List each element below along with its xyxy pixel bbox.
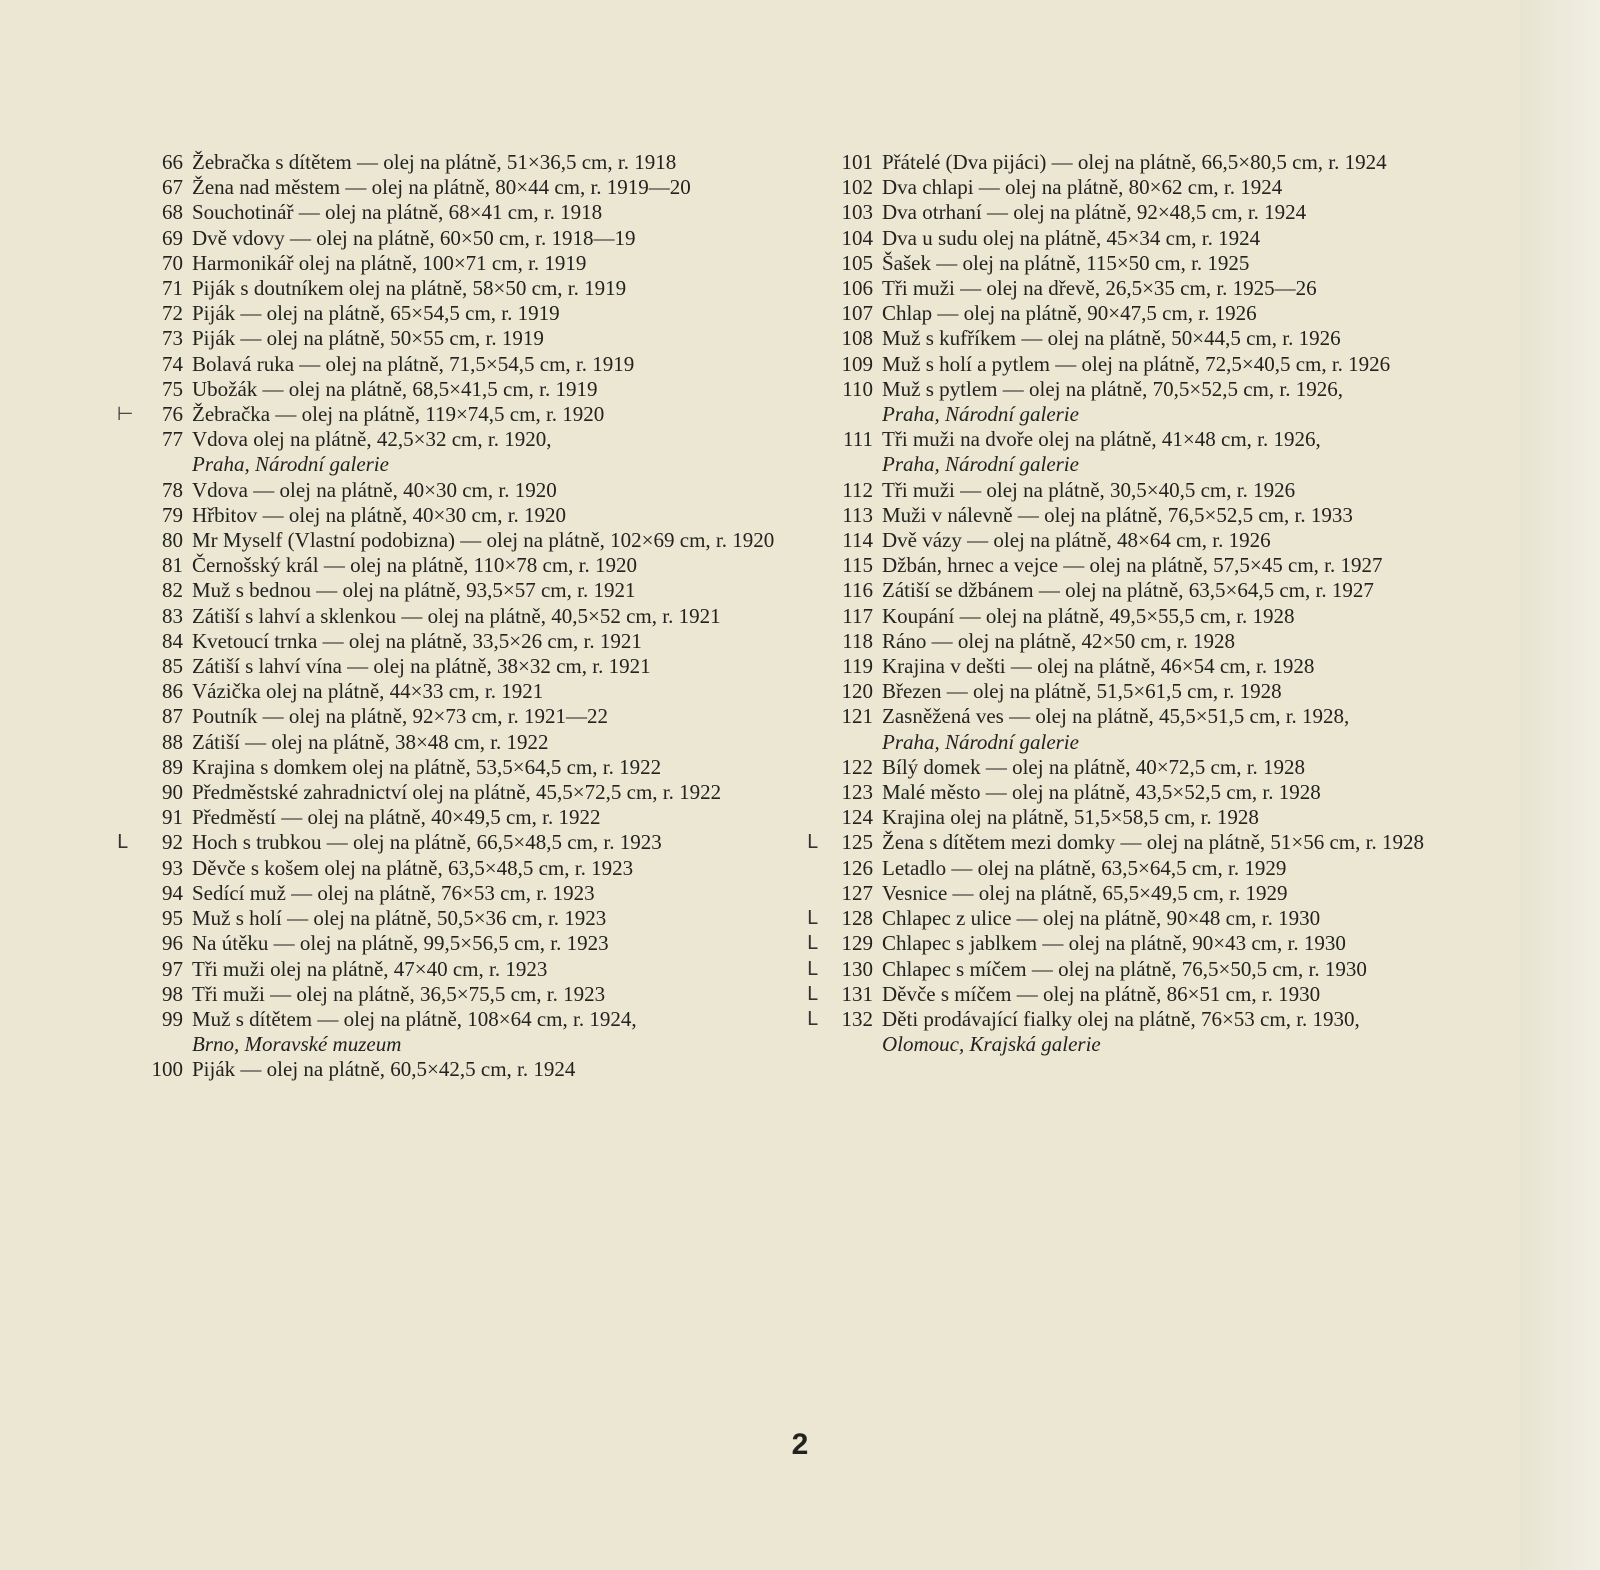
margin-mark: ᒪ [807,982,818,1005]
catalogue-entry [835,704,1495,754]
catalogue-entry [145,881,785,906]
entry-text: Džbán, hrnec a vejce — olej na plátně, 57,5×45 cm, r. 1927 [882,553,1383,578]
entry-text: Šašek — olej na plátně, 115×50 cm, r. 1925 [882,250,1250,275]
entry-number: 83 [162,603,183,628]
catalogue-entry [145,780,785,805]
catalogue-entry [835,175,1495,200]
entry-number: 107 [841,301,873,326]
margin-mark: ᒪ [807,907,818,930]
margin-mark: ᒪ [807,1007,818,1030]
catalogue-column-right [807,150,1495,1057]
margin-mark: ᒪ [807,932,818,955]
entry-number: 86 [162,679,183,704]
catalogue-entry [145,805,785,830]
catalogue-entry [145,931,785,956]
catalogue-entry [145,578,785,603]
entry-number: 124 [841,805,873,830]
entry-number: 101 [841,150,873,174]
entry-text: Vázička olej na plátně, 44×33 cm, r. 1921 [192,679,544,704]
margin-mark: ⊢ [117,403,134,426]
entry-text: Černošský král — olej na plátně, 110×78 cm, r. 1920 [192,553,637,578]
entry-number: 131 [841,981,873,1006]
catalogue-entry [835,553,1495,578]
entry-text: Poutník — olej na plátně, 92×73 cm, r. 1921—22 [192,704,609,729]
entry-text: Piják — olej na plátně, 65×54,5 cm, r. 1919 [192,301,560,326]
entry-text: Zátiší s lahví a sklenkou — olej na plátně, 40,5×52 cm, r. 1921 [192,603,721,628]
entry-number: 66 [162,150,183,174]
entry-text: Ubožák — olej na plátně, 68,5×41,5 cm, r. 1919 [192,376,598,401]
entry-text: Vesnice — olej na plátně, 65,5×49,5 cm, r. 1929 [882,880,1288,905]
catalogue-entry [145,301,785,326]
entry-text: Krajina s domkem olej na plátně, 53,5×64,5 cm, r. 1922 [192,754,662,779]
entry-text: Muž s holí a pytlem — olej na plátně, 72,5×40,5 cm, r. 1926 [882,351,1391,376]
entry-text: Dva otrhaní — olej na plátně, 92×48,5 cm, r. 1924 [882,200,1307,225]
entry-number: 119 [842,654,873,679]
catalogue-entry [145,226,785,251]
entry-text: Muž s bednou — olej na plátně, 93,5×57 cm, r. 1921 [192,578,636,603]
entry-number: 75 [162,376,183,401]
entry-number: 115 [842,553,873,578]
catalogue-entry [835,755,1495,780]
entry-text: Dva chlapi — olej na plátně, 80×62 cm, r. 1924 [882,175,1283,200]
entry-text: Vdova — olej na plátně, 40×30 cm, r. 1920 [192,477,557,502]
entry-text: Zátiší se džbánem — olej na plátně, 63,5×64,5 cm, r. 1927 [882,578,1374,603]
entry-number: 102 [841,175,873,200]
entry-number: 103 [841,200,873,225]
entry-number: 73 [162,326,183,351]
entry-location: Praha, Národní galerie [882,402,1079,427]
entry-text: Děvče s míčem — olej na plátně, 86×51 cm, r. 1930 [882,981,1321,1006]
entry-text: Tři muži — olej na dřevě, 26,5×35 cm, r. 1925—26 [882,276,1317,301]
entry-number: 121 [841,704,873,729]
catalogue-entry [145,654,785,679]
entry-text: Koupání — olej na plátně, 49,5×55,5 cm, r. 1928 [882,603,1295,628]
entry-text: Hřbitov — olej na plátně, 40×30 cm, r. 1920 [192,502,567,527]
entry-number: 125 [841,830,873,855]
catalogue-entry [835,326,1495,351]
entry-text: Žebračka — olej na plátně, 119×74,5 cm, r. 1920 [192,402,605,427]
catalogue-entry [145,427,785,477]
entry-text: Bolavá ruka — olej na plátně, 71,5×54,5 cm, r. 1919 [192,351,635,376]
catalogue-entry [145,503,785,528]
catalogue-entry [835,629,1495,654]
entry-number: 78 [162,477,183,502]
entry-number: 84 [162,628,183,653]
entry-text: Předměstí — olej na plátně, 40×49,5 cm, r. 1922 [192,805,601,830]
entry-number: 93 [162,855,183,880]
entry-text: Žena nad městem — olej na plátně, 80×44 cm, r. 1919—20 [192,175,691,200]
entry-number: 85 [162,654,183,679]
entry-number: 127 [841,880,873,905]
entry-text: Chlapec s jablkem — olej na plátně, 90×43 cm, r. 1930 [882,931,1346,956]
catalogue-entry [145,957,785,982]
entry-text: Chlapec z ulice — olej na plátně, 90×48 cm, r. 1930 [882,906,1321,931]
catalogue-entry [117,402,785,427]
catalogue-entry [145,200,785,225]
entry-number: 82 [162,578,183,603]
entry-number: 112 [842,477,873,502]
entry-text: Vdova olej na plátně, 42,5×32 cm, r. 1920, [192,427,552,452]
catalogue-entry [835,679,1495,704]
catalogue-column-left [117,150,785,1083]
entry-number: 98 [162,981,183,1006]
page-edge [1520,0,1600,1570]
entry-number: 79 [162,502,183,527]
catalogue-entry [835,604,1495,629]
entry-text: Piják s doutníkem olej na plátně, 58×50 cm, r. 1919 [192,276,627,301]
entry-number: 77 [162,427,183,452]
entry-number: 68 [162,200,183,225]
catalogue-entry [835,377,1495,427]
entry-text: Tři muži — olej na plátně, 36,5×75,5 cm, r. 1923 [192,981,606,1006]
catalogue-entry [835,805,1495,830]
catalogue-entry [145,276,785,301]
entry-number: 74 [162,351,183,376]
catalogue-entry [145,326,785,351]
entry-number: 132 [841,1006,873,1031]
catalogue-entry [145,553,785,578]
entry-number: 92 [162,830,183,855]
entry-text: Mr Myself (Vlastní podobizna) — olej na plátně, 102×69 cm, r. 1920 [192,528,775,553]
entry-number: 67 [162,175,183,200]
catalogue-entry [835,578,1495,603]
catalogue-entry [145,629,785,654]
entry-number: 106 [841,276,873,301]
entry-text: Hoch s trubkou — olej na plátně, 66,5×48,5 cm, r. 1923 [192,830,662,855]
entry-location: Praha, Národní galerie [882,452,1079,477]
entry-number: 130 [841,956,873,981]
entry-text: Přátelé (Dva pijáci) — olej na plátně, 66,5×80,5 cm, r. 1924 [882,150,1387,174]
catalogue-entry [835,654,1495,679]
catalogue-entry [145,150,785,175]
entry-number: 91 [162,805,183,830]
entry-number: 111 [843,427,873,452]
entry-text: Kvetoucí trnka — olej na plátně, 33,5×26 cm, r. 1921 [192,628,642,653]
entry-location: Brno, Moravské muzeum [192,1032,402,1057]
catalogue-entry [145,604,785,629]
catalogue-entry [145,679,785,704]
entry-number: 104 [841,225,873,250]
entry-number: 88 [162,729,183,754]
catalogue-entry [807,830,1495,855]
catalogue-entry [145,982,785,1007]
entry-number: 100 [151,1057,183,1082]
entry-location: Olomouc, Krajská galerie [882,1032,1101,1057]
entry-number: 81 [162,553,183,578]
catalogue-entry [145,528,785,553]
entry-text: Muž s kufříkem — olej na plátně, 50×44,5 cm, r. 1926 [882,326,1341,351]
entry-number: 80 [162,528,183,553]
catalogue-entry [145,352,785,377]
entry-text: Chlapec s míčem — olej na plátně, 76,5×50,5 cm, r. 1930 [882,956,1367,981]
margin-mark: ᒪ [117,831,128,854]
catalogue-entry [835,150,1495,175]
entry-text: Žena s dítětem mezi domky — olej na plátně, 51×56 cm, r. 1928 [882,830,1424,855]
entry-number: 96 [162,931,183,956]
entry-number: 89 [162,754,183,779]
entry-number: 114 [842,528,873,553]
entry-text: Tři muži olej na plátně, 47×40 cm, r. 1923 [192,956,548,981]
entry-text: Piják — olej na plátně, 50×55 cm, r. 1919 [192,326,544,351]
entry-number: 90 [162,780,183,805]
entry-text: Děti prodávající fialky olej na plátně, 76×53 cm, r. 1930, [882,1006,1360,1031]
catalogue-entry [145,251,785,276]
entry-text: Krajina olej na plátně, 51,5×58,5 cm, r. 1928 [882,805,1259,830]
entry-text: Ráno — olej na plátně, 42×50 cm, r. 1928 [882,628,1236,653]
entry-text: Březen — olej na plátně, 51,5×61,5 cm, r. 1928 [882,679,1282,704]
entry-text: Piják — olej na plátně, 60,5×42,5 cm, r. 1924 [192,1057,576,1082]
entry-number: 109 [841,351,873,376]
entry-number: 95 [162,906,183,931]
entry-number: 71 [162,276,183,301]
entry-number: 105 [841,250,873,275]
catalogue-entry [145,856,785,881]
entry-text: Muž s dítětem — olej na plátně, 108×64 cm, r. 1924, [192,1006,637,1031]
catalogue-entry [145,1007,785,1057]
catalogue-entry [835,301,1495,326]
entry-number: 110 [842,376,873,401]
catalogue-entry [835,251,1495,276]
catalogue-entry [807,981,1495,1007]
catalogue-entry [145,906,785,931]
entry-number: 97 [162,956,183,981]
entry-number: 118 [842,628,873,653]
entry-number: 99 [162,1006,183,1031]
catalogue-entry [145,377,785,402]
entry-number: 120 [841,679,873,704]
catalogue-entry [835,856,1495,881]
margin-mark: ᒪ [807,831,818,854]
entry-number: 116 [842,578,873,603]
entry-text: Krajina v dešti — olej na plátně, 46×54 cm, r. 1928 [882,654,1315,679]
entry-text: Muž s holí — olej na plátně, 50,5×36 cm, r. 1923 [192,906,607,931]
page-number: 2 [791,1428,809,1461]
entry-text: Dvě vázy — olej na plátně, 48×64 cm, r. 1926 [882,528,1271,553]
entry-text: Na útěku — olej na plátně, 99,5×56,5 cm, r. 1923 [192,931,609,956]
entry-number: 76 [162,402,183,427]
entry-location: Praha, Národní galerie [882,729,1079,754]
entry-number: 72 [162,301,183,326]
entry-number: 94 [162,880,183,905]
entry-text: Zátiší s lahví vína — olej na plátně, 38×32 cm, r. 1921 [192,654,651,679]
entry-text: Předměstské zahradnictví olej na plátně, 45,5×72,5 cm, r. 1922 [192,780,722,805]
entry-location: Praha, Národní galerie [192,452,389,477]
catalogue-entry [807,906,1495,931]
catalogue-entry [807,956,1495,982]
entry-text: Zasněžená ves — olej na plátně, 45,5×51,5 cm, r. 1928, [882,704,1350,729]
catalogue-entry [145,478,785,503]
entry-number: 70 [162,250,183,275]
entry-text: Sedící muž — olej na plátně, 76×53 cm, r. 1923 [192,880,595,905]
entry-text: Chlap — olej na plátně, 90×47,5 cm, r. 1926 [882,301,1257,326]
entry-number: 123 [841,780,873,805]
entry-text: Malé město — olej na plátně, 43,5×52,5 cm, r. 1928 [882,780,1321,805]
entry-number: 87 [162,704,183,729]
catalogue-entry [835,881,1495,906]
entry-text: Souchotinář — olej na plátně, 68×41 cm, r. 1918 [192,200,603,225]
entry-text: Dva u sudu olej na plátně, 45×34 cm, r. 1924 [882,225,1261,250]
catalogue-entry [145,175,785,200]
catalogue-entry [145,755,785,780]
catalogue-entry [835,226,1495,251]
entry-number: 122 [841,754,873,779]
catalogue-entry [807,931,1495,956]
entry-text: Muži v nálevně — olej na plátně, 76,5×52,5 cm, r. 1933 [882,502,1353,527]
catalogue-entry [145,1057,785,1082]
catalogue-entry [807,1006,1495,1057]
catalogue-entry [117,830,785,855]
catalogue-entry [835,276,1495,301]
catalogue-entry [835,780,1495,805]
entry-text: Zátiší — olej na plátně, 38×48 cm, r. 1922 [192,729,549,754]
entry-number: 129 [841,931,873,956]
margin-mark: ᒪ [807,957,818,980]
entry-text: Harmonikář olej na plátně, 100×71 cm, r. 1919 [192,250,587,275]
entry-text: Tři muži na dvoře olej na plátně, 41×48 cm, r. 1926, [882,427,1321,452]
entry-text: Dvě vdovy — olej na plátně, 60×50 cm, r. 1918—19 [192,225,636,250]
entry-text: Letadlo — olej na plátně, 63,5×64,5 cm, r. 1929 [882,855,1287,880]
entry-text: Žebračka s dítětem — olej na plátně, 51×36,5 cm, r. 1918 [192,150,677,174]
entry-number: 117 [842,603,873,628]
entry-text: Děvče s košem olej na plátně, 63,5×48,5 cm, r. 1923 [192,855,634,880]
entry-number: 113 [842,502,873,527]
entry-text: Muž s pytlem — olej na plátně, 70,5×52,5 cm, r. 1926, [882,376,1343,401]
entry-number: 128 [841,906,873,931]
catalogue-entry [835,427,1495,477]
entry-text: Tři muži — olej na plátně, 30,5×40,5 cm, r. 1926 [882,477,1296,502]
entry-number: 108 [841,326,873,351]
entry-number: 69 [162,225,183,250]
catalogue-entry [835,503,1495,528]
entry-text: Bílý domek — olej na plátně, 40×72,5 cm, r. 1928 [882,754,1306,779]
catalogue-entry [835,200,1495,225]
catalogue-entry [835,528,1495,553]
catalogue-entry [145,730,785,755]
catalogue-entry [145,704,785,729]
entry-number: 126 [841,855,873,880]
catalogue-entry [835,478,1495,503]
catalogue-entry [835,352,1495,377]
